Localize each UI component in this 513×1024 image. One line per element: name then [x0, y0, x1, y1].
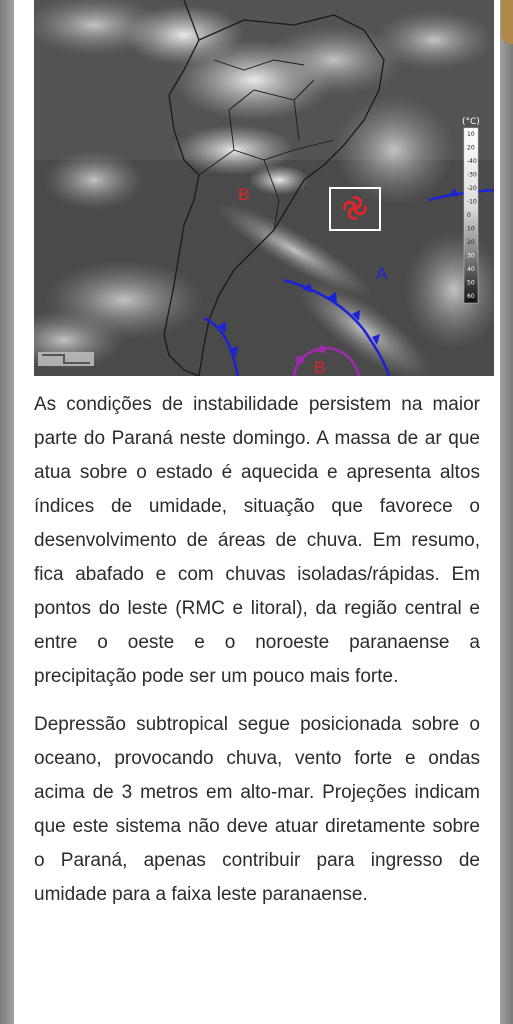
low-pressure-west-label: B	[238, 185, 250, 204]
right-page-shadow	[499, 0, 513, 1024]
colorbar-tick-label: 10	[467, 225, 475, 233]
colorbar-tick-label: 20	[467, 239, 475, 246]
colorbar-tick-label: -10	[467, 198, 477, 206]
colorbar-tick-label: 20	[467, 144, 475, 152]
left-page-shadow	[0, 0, 14, 1024]
colorbar-tick-label: -30	[467, 171, 477, 179]
colorbar-tick-label: 50	[467, 279, 475, 287]
colorbar-tick-label: -20	[467, 185, 477, 192]
colorbar-tick-label: 40	[467, 266, 475, 273]
colorbar-tick-label: -40	[467, 158, 477, 165]
article-body	[34, 388, 480, 926]
colorbar-tick-label: 30	[467, 252, 475, 260]
colorbar-unit: (°C)	[462, 117, 480, 127]
article-paragraph: As condições de instabilidade persistem na maior parte do Paraná neste domingo. A massa de ar que atua sobre o estado é aquecida e apresenta altos índices de umidade, situação que favorece o desenvolvimento de áreas de chuva. Em resumo, fica abafado e com chuvas isoladas/rápidas. Em pontos do leste (RMC e litoral), da região central e entre o oeste e o noroeste paranaense a precipitação pode ser um pouco mais forte.	[34, 394, 480, 687]
colorbar-tick-label: 0	[467, 212, 471, 219]
article-paragraph: Depressão subtropical segue posicionada sobre o oceano, provocando chuva, vento forte e ondas acima de 3 metros em alto-mar. Projeções indicam que este sistema não deve atuar diretamente sobre o Paraná, apenas contribuir para ingresso de umidade para a faixa leste paranaense.	[34, 714, 480, 905]
colorbar-tick-label: 60	[467, 293, 475, 300]
temperature-colorbar	[462, 117, 480, 303]
map-scale-legend	[38, 352, 94, 366]
scroll-indicator[interactable]	[501, 0, 513, 44]
colorbar-tick-label: 10	[467, 131, 475, 138]
article-page	[14, 0, 500, 1024]
satellite-image	[34, 0, 494, 376]
low-pressure-south-label: B	[314, 358, 326, 376]
high-pressure-label: A	[376, 264, 388, 283]
